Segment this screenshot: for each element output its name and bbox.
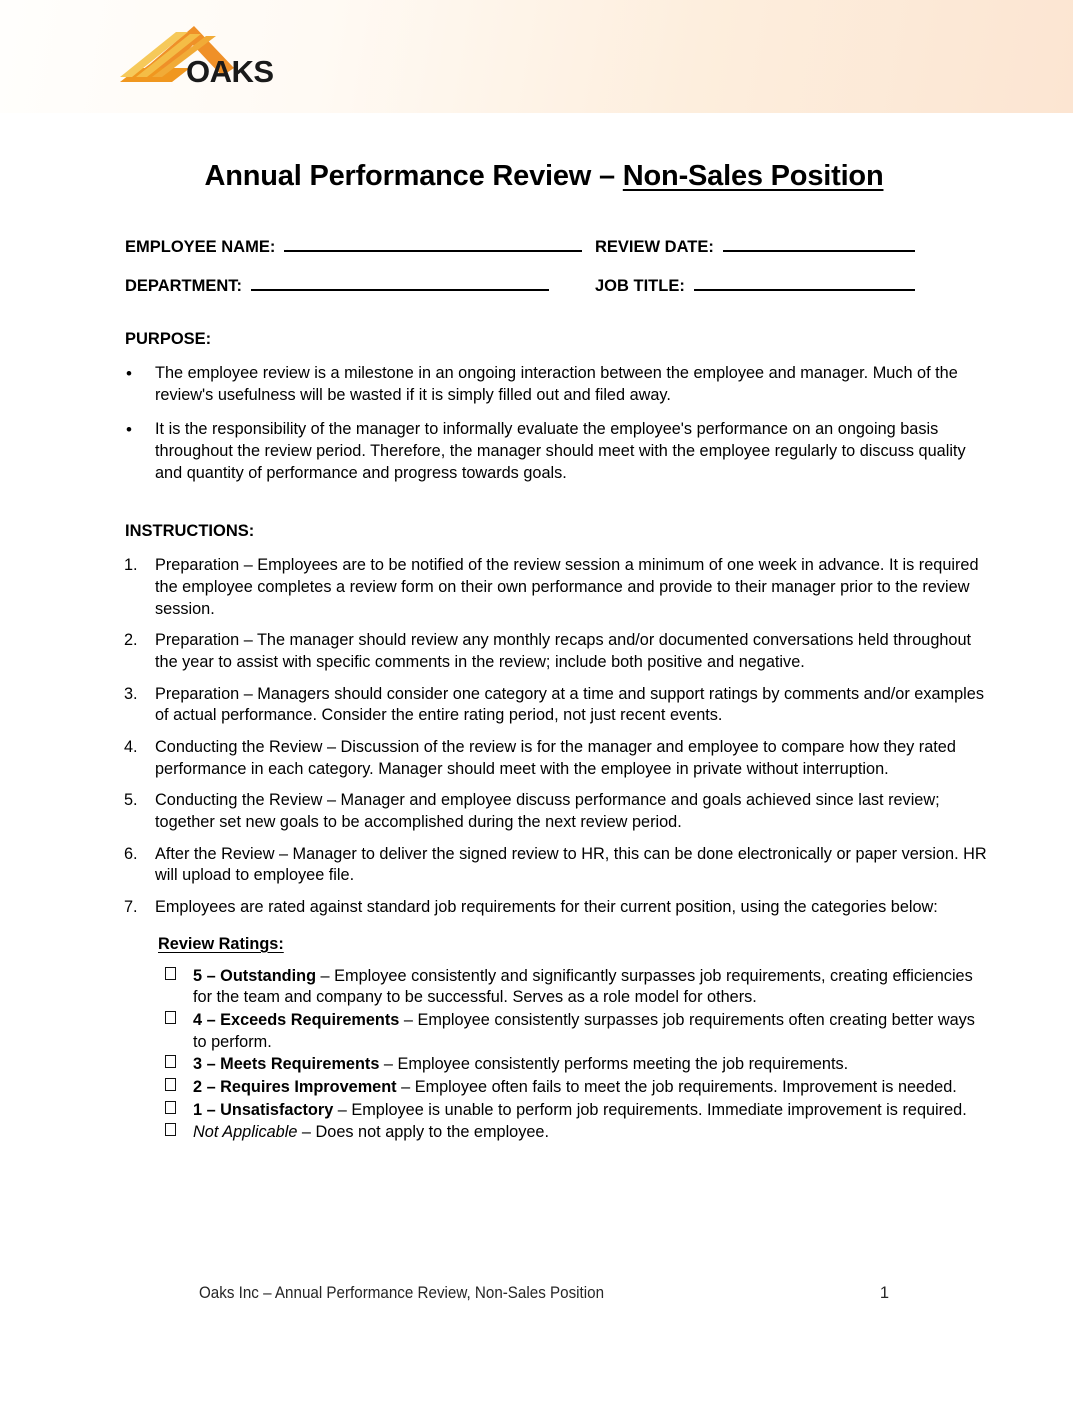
- rating-item: [0, 1010, 988, 1053]
- instruction-number: 7.: [124, 898, 138, 917]
- rating-description: Employee consistently performs meeting the job requirements.: [397, 1055, 849, 1074]
- department-input-line[interactable]: [251, 274, 549, 291]
- header-accent-rule: [16, 112, 1073, 123]
- purpose-heading: PURPOSE:: [125, 330, 212, 348]
- form-row-2: [125, 274, 1088, 296]
- instruction-text: Conducting the Review – Manager and employee discuss performance and goals achieved since last review; together set new goals to be accomplished during the next review period.: [155, 791, 940, 832]
- rating-description: Employee is unable to perform job requirements. Immediate improvement is required.: [351, 1100, 967, 1119]
- rating-dash: –: [396, 1078, 415, 1097]
- instruction-item: [0, 790, 988, 833]
- rating-dash: –: [379, 1055, 398, 1074]
- logo-wordmark: OAKS: [186, 54, 274, 89]
- rating-dash: –: [316, 966, 335, 985]
- form-row-1: [125, 235, 1088, 257]
- purpose-item-text: The employee review is a milestone in an ongoing interaction between the employee and manager. Much of the review's usefulness will be wasted if it is simply filled out and filed away.: [155, 364, 958, 404]
- rating-item: [0, 966, 988, 1009]
- employee-name-label: EMPLOYEE NAME:: [125, 238, 276, 256]
- employee-name-input-line[interactable]: [284, 235, 582, 252]
- instruction-number: 1.: [124, 556, 138, 575]
- department-label: DEPARTMENT:: [125, 277, 243, 295]
- job-title-input-line[interactable]: [694, 274, 915, 291]
- purpose-item: [0, 363, 988, 406]
- footer-text: Oaks Inc – Annual Performance Review, Non-Sales Position: [199, 1284, 605, 1302]
- department-field[interactable]: [125, 274, 595, 296]
- instruction-number: 3.: [124, 684, 138, 703]
- rating-item: [0, 1122, 988, 1144]
- page-title: [0, 160, 1088, 193]
- rating-dash: –: [333, 1100, 352, 1119]
- instruction-text: Preparation – Managers should consider one category at a time and support ratings by comments and/or examples of actual performance. Consider the entire rating period, not just recent events.: [155, 684, 984, 725]
- empty-box-icon: [165, 967, 176, 980]
- instruction-number: 4.: [124, 738, 138, 757]
- instruction-item: [0, 897, 988, 919]
- instructions-heading: INSTRUCTIONS:: [125, 522, 255, 541]
- page-title-plain: Annual Performance Review –: [204, 160, 623, 192]
- instruction-number: 6.: [124, 844, 138, 863]
- purpose-list: [0, 363, 1088, 484]
- instruction-text: Employees are rated against standard job requirements for their current position, using the categories below:: [155, 898, 938, 917]
- instructions-list: [0, 555, 1088, 918]
- rating-label: 3 – Meets Requirements: [193, 1055, 380, 1074]
- rating-label: 2 – Requires Improvement: [193, 1078, 397, 1097]
- instruction-text: Conducting the Review – Discussion of the review is for the manager and employee to compare how they rated performance in each category. Manager should meet with the employee in private without interruption.: [155, 738, 956, 778]
- instruction-number: 5.: [124, 791, 138, 810]
- review-date-input-line[interactable]: [723, 235, 915, 252]
- instruction-item: [0, 684, 988, 727]
- job-title-field[interactable]: [595, 274, 915, 296]
- rating-item: [0, 1077, 988, 1099]
- bullet-icon: •: [126, 420, 132, 440]
- empty-box-icon: [165, 1078, 176, 1091]
- review-date-field[interactable]: [595, 235, 915, 257]
- empty-box-icon: [165, 1101, 176, 1114]
- instruction-item: [0, 844, 988, 887]
- page-header-banner: [0, 0, 1073, 113]
- instruction-text: Preparation – Employees are to be notified of the review session a minimum of one week in advance. It is required the employee completes a review form on their own performance and provide to their manager prior to the review session.: [155, 556, 979, 618]
- oaks-logo: [98, 24, 288, 92]
- rating-description: Employee often fails to meet the job requirements. Improvement is needed.: [414, 1078, 957, 1097]
- instruction-text: Preparation – The manager should review any monthly recaps and/or documented conversations held throughout the year to assist with specific comments in the review; include both positive and negative.: [155, 631, 972, 672]
- review-ratings-heading: Review Ratings:: [158, 934, 284, 953]
- rating-description: Does not apply to the employee.: [315, 1123, 550, 1142]
- rating-label: 5 – Outstanding: [193, 966, 317, 985]
- rating-description: Employee consistently surpasses job requirements often creating better ways to perform.: [193, 1011, 975, 1051]
- page-title-underlined: Non-Sales Position: [622, 160, 884, 192]
- footer-page-number: 1: [879, 1284, 889, 1302]
- instruction-item: [0, 555, 988, 620]
- instruction-item: [0, 737, 988, 780]
- rating-label: Not Applicable: [193, 1123, 298, 1142]
- instruction-item: [0, 630, 988, 673]
- bullet-icon: •: [126, 364, 132, 383]
- review-ratings-list: [0, 966, 1088, 1144]
- rating-dash: –: [297, 1123, 316, 1142]
- empty-box-icon: [165, 1011, 176, 1024]
- document-body: [0, 123, 1088, 1145]
- rating-item: [0, 1054, 988, 1076]
- rating-item: [0, 1100, 988, 1122]
- purpose-item: [0, 419, 988, 484]
- empty-box-icon: [165, 1123, 176, 1136]
- empty-box-icon: [165, 1055, 176, 1068]
- rating-dash: –: [399, 1011, 418, 1030]
- page-footer: [0, 1284, 1088, 1324]
- rating-label: 1 – Unsatisfactory: [193, 1100, 334, 1119]
- purpose-item-text: It is the responsibility of the manager to informally evaluate the employee's performance on an ongoing basis throughout the review period. Therefore, the manager should meet with the employee regularly to discuss quality and quantity of performance and progress towards goals.: [155, 420, 966, 482]
- employee-info-form: [0, 235, 1088, 296]
- rating-label: 4 – Exceeds Requirements: [193, 1011, 400, 1030]
- instruction-number: 2.: [124, 631, 138, 650]
- instruction-text: After the Review – Manager to deliver the signed review to HR, this can be done electronically or paper version. HR will upload to employee file.: [155, 844, 987, 885]
- job-title-label: JOB TITLE:: [595, 277, 685, 295]
- employee-name-field[interactable]: [125, 235, 595, 257]
- review-date-label: REVIEW DATE:: [595, 238, 714, 256]
- rating-description: Employee consistently and significantly surpasses job requirements, creating efficiencies for the team and company to be successful. Serves as a role model for others.: [193, 966, 973, 1007]
